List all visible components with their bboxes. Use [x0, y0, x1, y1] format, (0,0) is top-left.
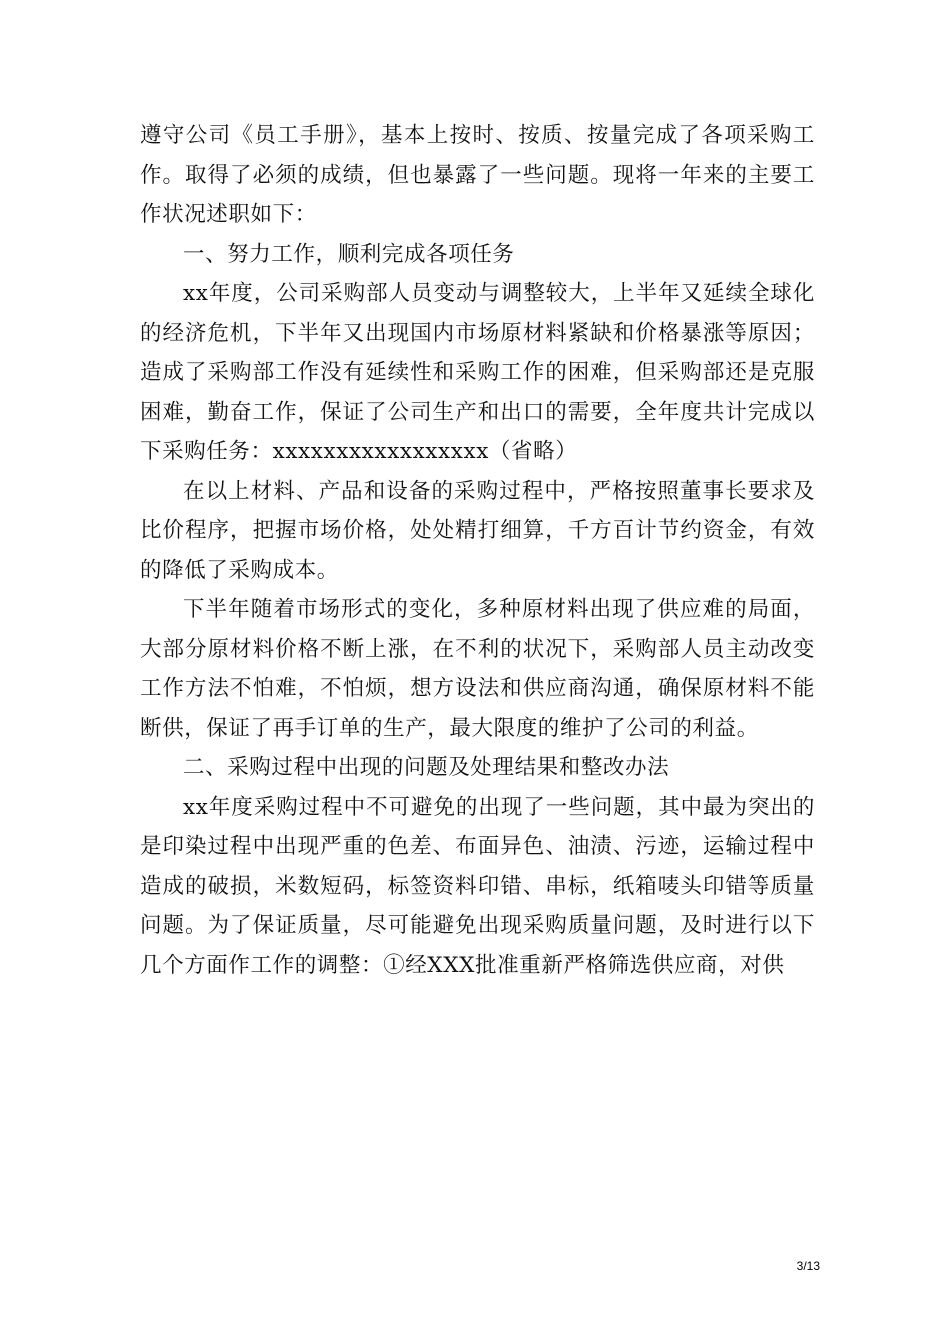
document-body [140, 116, 815, 985]
paragraph-continuation: 遵守公司《员工手册》，基本上按时、按质、按量完成了各项采购工作。取得了必须的成绩，但也暴露了一些问题。现将一年来的主要工作状况述职如下： [140, 123, 815, 227]
paragraph-cost-reduction: 在以上材料、产品和设备的采购过程中，严格按照董事长要求及比价程序，把握市场价格，处处精打细算，千方百计节约资金，有效的降低了采购成本。 [140, 478, 815, 583]
page-number: 3/13 [796, 1259, 820, 1273]
section-heading-2: 二、采购过程中出现的问题及处理结果和整改办法 [183, 755, 670, 780]
paragraph-quality-issues: xx年度采购过程中不可避免的出现了一些问题，其中最为突出的是印染过程中出现严重的色差、布面异色、油渍、污迹，运输过程中造成的破损，米数短码，标签资料印错、串标，纸箱唛头印错等质量问题。为了保证质量，尽可能避免出现采购质量问题，及时进行以下几个方面作工作的调整：①经XXX批准重新严格筛选供应商，对供 [140, 794, 815, 978]
paragraph-procurement-tasks: xx年度，公司采购部人员变动与调整较大，上半年又延续全球化的经济危机，下半年又出现国内市场原材料紧缺和价格暴涨等原因；造成了采购部工作没有延续性和采购工作的困难，但采购部还是克服困难，勤奋工作，保证了公司生产和出口的需要，全年度共计完成以下采购任务：xxxxxxxxxxxxxxxxx（省略） [140, 281, 815, 464]
section-heading-1: 一、努力工作，顺利完成各项任务 [183, 241, 515, 267]
paragraph-supply-difficulty: 下半年随着市场形式的变化，多种原材料出现了供应难的局面，大部分原材料价格不断上涨，在不利的状况下，采购部人员主动改变工作方法不怕难，不怕烦，想方设法和供应商沟通，确保原材料不能断供，保证了再手订单的生产，最大限度的维护了公司的利益。 [140, 597, 815, 741]
